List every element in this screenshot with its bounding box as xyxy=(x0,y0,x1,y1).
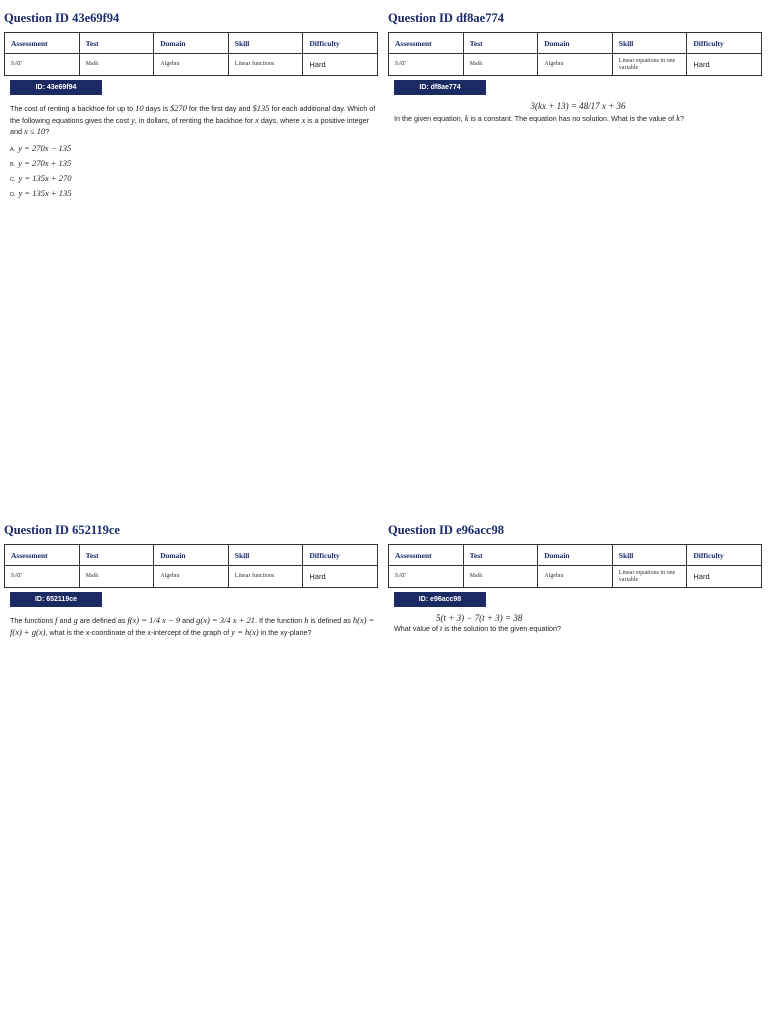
question-title: Question ID 652119ce xyxy=(4,523,120,537)
header-skill: Skill xyxy=(228,33,303,54)
cell-skill: Linear functions xyxy=(228,566,303,588)
header-domain: Domain xyxy=(538,33,613,54)
cell-skill: Linear equations in one variable xyxy=(612,54,687,76)
cell-difficulty: Hard xyxy=(303,54,378,76)
cell-test: Math xyxy=(79,54,154,76)
given-equation: 3(kx + 13) = 48/17 x + 36 xyxy=(530,101,626,111)
header-assessment: Assessment xyxy=(389,33,464,54)
header-assessment: Assessment xyxy=(5,545,80,566)
answer-option-d[interactable]: D. y = 135x + 135 xyxy=(10,187,72,198)
header-domain: Domain xyxy=(154,545,229,566)
answer-option-c[interactable]: C. y = 135x + 270 xyxy=(10,172,72,183)
question-stem: What value of t is the solution to the given equation? xyxy=(394,623,562,633)
question-card-df8ae774 xyxy=(388,10,762,125)
cell-skill: Linear equations in one variable xyxy=(612,566,687,588)
given-equation: 5(t + 3) − 7(t + 3) = 38 xyxy=(436,613,523,623)
header-skill: Skill xyxy=(612,545,687,566)
answer-option-a[interactable]: A. y = 270x − 135 xyxy=(10,142,72,153)
cell-assessment: SAT xyxy=(389,54,464,76)
header-test: Test xyxy=(463,545,538,566)
cell-assessment: SAT xyxy=(389,566,464,588)
cell-domain: Algebra xyxy=(154,54,229,76)
question-id-badge: ID: df8ae774 xyxy=(394,80,486,95)
cell-test: Math xyxy=(463,566,538,588)
question-title: Question ID e96acc98 xyxy=(388,523,504,537)
cell-test: Math xyxy=(79,566,154,588)
metadata-table xyxy=(4,544,378,588)
answer-option-b[interactable]: B. y = 270x + 135 xyxy=(10,157,72,168)
metadata-table xyxy=(4,32,378,76)
metadata-table xyxy=(388,32,762,76)
header-skill: Skill xyxy=(612,33,687,54)
header-test: Test xyxy=(79,33,154,54)
header-difficulty: Difficulty xyxy=(303,545,378,566)
question-stem: The cost of renting a backhoe for up to 10 days is $270 for the first day and $135 for each additional day. Which of the following equations gives the cost y, in dollars, of renting the backhoe for x days, where x is a positive integer and x ≤ 10? xyxy=(10,103,376,136)
header-test: Test xyxy=(463,33,538,54)
cell-difficulty: Hard xyxy=(687,54,762,76)
cell-assessment: SAT xyxy=(5,54,80,76)
question-id-badge: ID: 43e69f94 xyxy=(10,80,102,95)
question-stem: In the given equation, k is a constant. The equation has no solution. What is the value of k? xyxy=(394,113,684,123)
cell-difficulty: Hard xyxy=(303,566,378,588)
header-skill: Skill xyxy=(228,545,303,566)
question-stem: The functions f and g are defined as f(x) = 1/4 x − 9 and g(x) = 3/4 x + 21. If the function h is defined as h(x) = f(x) + g(x), what is the x-coordinate of the x-intercept of the graph of y = h(x) in the xy-plane? xyxy=(10,615,375,637)
header-difficulty: Difficulty xyxy=(687,545,762,566)
header-domain: Domain xyxy=(538,545,613,566)
header-domain: Domain xyxy=(154,33,229,54)
question-title: Question ID df8ae774 xyxy=(388,11,504,25)
cell-domain: Algebra xyxy=(538,54,613,76)
cell-domain: Algebra xyxy=(538,566,613,588)
header-assessment: Assessment xyxy=(5,33,80,54)
question-id-badge: ID: e96acc98 xyxy=(394,592,486,607)
cell-test: Math xyxy=(463,54,538,76)
cell-assessment: SAT xyxy=(5,566,80,588)
question-card-43e69f94 xyxy=(4,10,378,198)
cell-skill: Linear functions xyxy=(228,54,303,76)
header-assessment: Assessment xyxy=(389,545,464,566)
header-difficulty: Difficulty xyxy=(303,33,378,54)
question-title: Question ID 43e69f94 xyxy=(4,11,120,25)
question-card-e96acc98 xyxy=(388,522,762,635)
metadata-table xyxy=(388,544,762,588)
header-test: Test xyxy=(79,545,154,566)
header-difficulty: Difficulty xyxy=(687,33,762,54)
cell-domain: Algebra xyxy=(154,566,229,588)
question-id-badge: ID: 652119ce xyxy=(10,592,102,607)
cell-difficulty: Hard xyxy=(687,566,762,588)
question-card-652119ce xyxy=(4,522,378,638)
